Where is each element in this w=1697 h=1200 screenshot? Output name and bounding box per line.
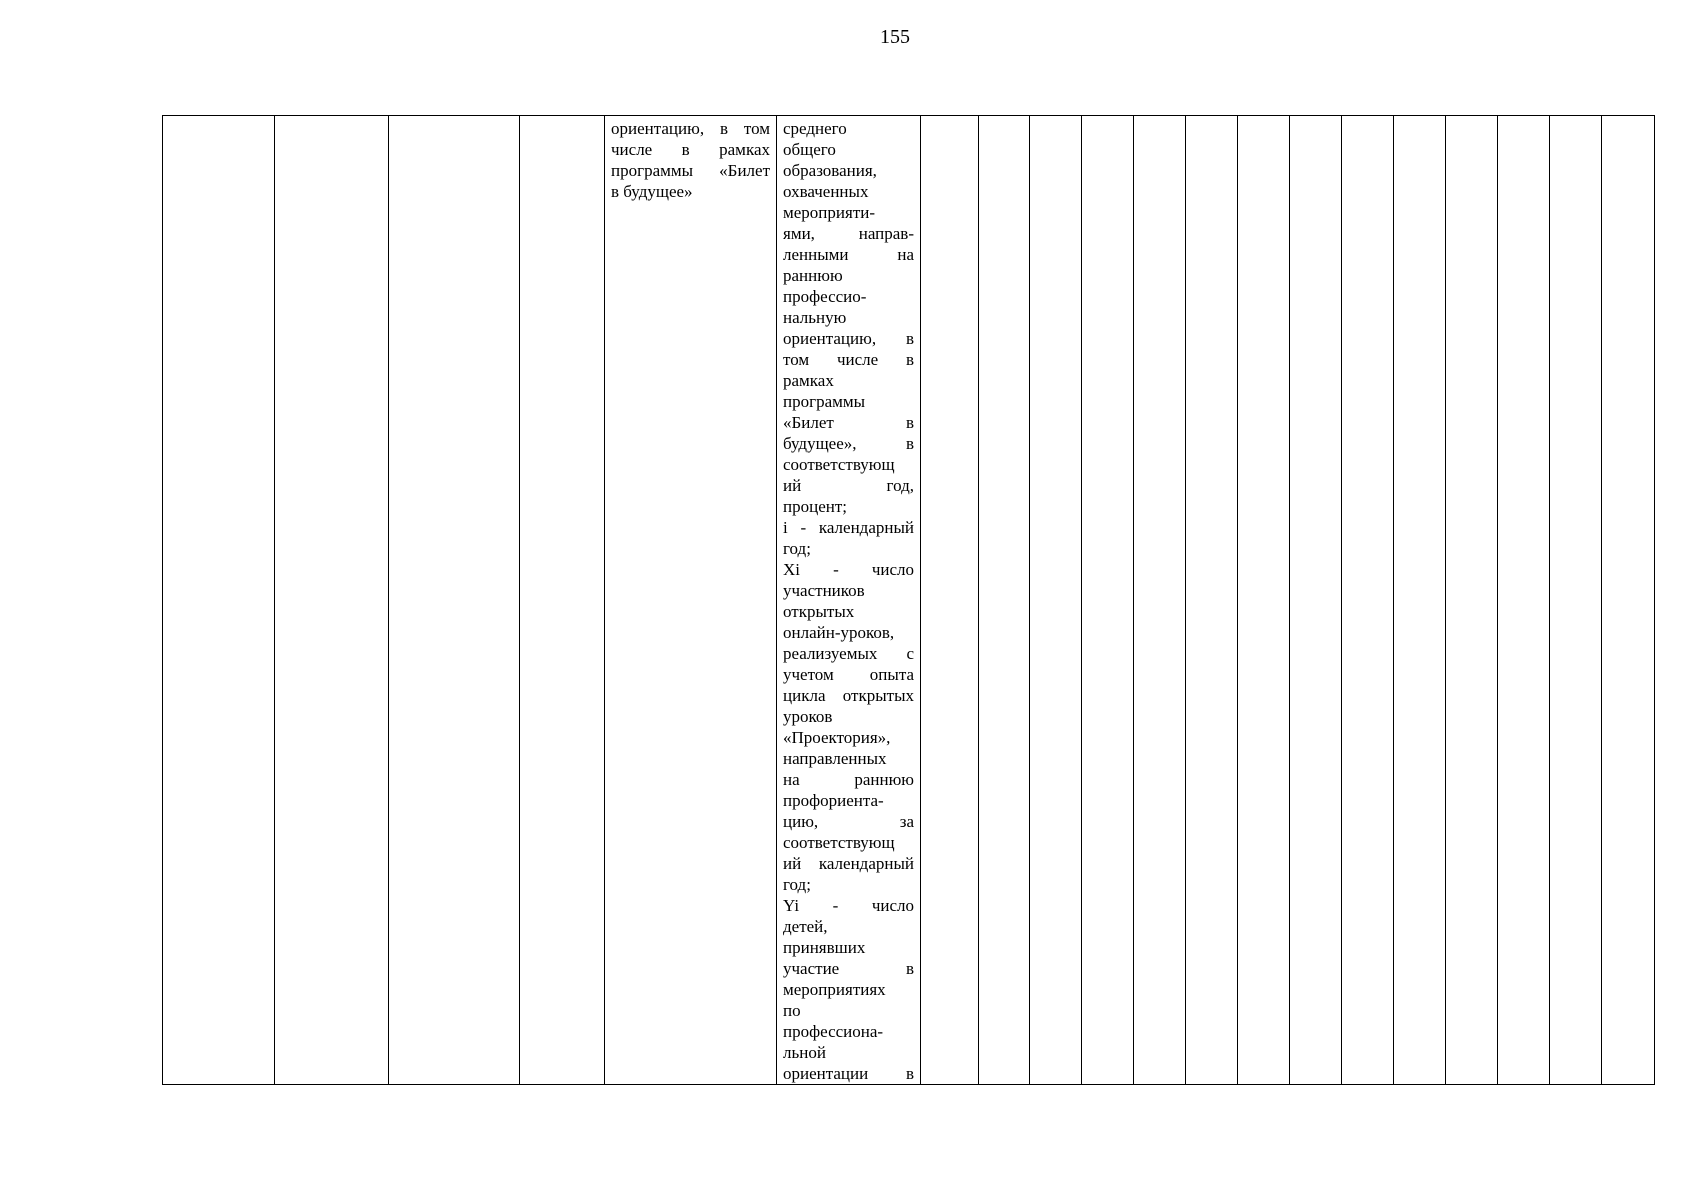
cell-text-line: среднего bbox=[783, 119, 847, 138]
cell-text-line: процент; bbox=[783, 497, 847, 516]
cell-text-line: цикла открытых bbox=[783, 686, 914, 705]
table-cell-15 bbox=[1342, 116, 1394, 1085]
cell-text-line: открытых bbox=[783, 602, 855, 621]
table-cell-19 bbox=[1550, 116, 1602, 1085]
cell-text-line: «Билет в bbox=[783, 413, 914, 432]
table-cell-10 bbox=[1082, 116, 1134, 1085]
cell-text-line: общего bbox=[783, 140, 836, 159]
table-cell-13 bbox=[1238, 116, 1290, 1085]
cell-text-line: Yi - число bbox=[783, 896, 914, 915]
cell-text-line: онлайн-уроков, bbox=[783, 623, 895, 642]
cell-text-line: профориента- bbox=[783, 791, 884, 810]
cell-text-line: ями, направ- bbox=[783, 224, 914, 243]
cell-text-line: числе в рамках bbox=[611, 140, 770, 159]
cell-text-line: в будущее» bbox=[611, 182, 693, 201]
data-table bbox=[162, 115, 1655, 1085]
cell-text-line: том числе в bbox=[783, 350, 914, 369]
cell-text-line: ориентацию, в том bbox=[611, 119, 770, 138]
cell-text-line: профессио- bbox=[783, 287, 867, 306]
cell-text-line: соответствующ bbox=[783, 455, 895, 474]
table-cell-4 bbox=[520, 116, 605, 1085]
cell-text-line: льной bbox=[783, 1043, 826, 1062]
table-cell-7 bbox=[921, 116, 979, 1085]
cell-text-line: год; bbox=[783, 875, 811, 894]
cell-text-line: участие в bbox=[783, 959, 914, 978]
cell-text-line: программы «Билет bbox=[611, 161, 770, 180]
table-cell-14 bbox=[1290, 116, 1342, 1085]
cell-text-line: образования, bbox=[783, 161, 877, 180]
cell-text-line: реализуемых с bbox=[783, 644, 914, 663]
cell-text-line: мероприятиях bbox=[783, 980, 886, 999]
cell-text-line: по bbox=[783, 1001, 801, 1020]
cell-text-line: ориентации в bbox=[783, 1064, 914, 1083]
table-cell-12 bbox=[1186, 116, 1238, 1085]
table-cell-6 bbox=[777, 116, 921, 1085]
cell-text-line: уроков bbox=[783, 707, 833, 726]
cell-text-line: год; bbox=[783, 539, 811, 558]
cell-text-line: i - календарный bbox=[783, 518, 914, 537]
cell-text-line: детей, bbox=[783, 917, 828, 936]
cell-text-line: нальную bbox=[783, 308, 847, 327]
table-cell-11 bbox=[1134, 116, 1186, 1085]
cell-text-line: соответствующ bbox=[783, 833, 895, 852]
cell-text-line: раннюю bbox=[783, 266, 843, 285]
cell-text-line: учетом опыта bbox=[783, 665, 914, 684]
table-cell-20 bbox=[1602, 116, 1655, 1085]
cell-text-line: рамках bbox=[783, 371, 834, 390]
cell-text-line: программы bbox=[783, 392, 866, 411]
table-cell-18 bbox=[1498, 116, 1550, 1085]
cell-text-line: мероприяти- bbox=[783, 203, 876, 222]
cell-6-text bbox=[783, 118, 914, 1084]
cell-text-line: ий год, bbox=[783, 476, 914, 495]
cell-text-line: направленных bbox=[783, 749, 887, 768]
cell-text-line: на раннюю bbox=[783, 770, 914, 789]
table-cell-8 bbox=[979, 116, 1030, 1085]
table-cell-3 bbox=[389, 116, 520, 1085]
cell-text-line: ий календарный bbox=[783, 854, 914, 873]
cell-text-line: «Проектория», bbox=[783, 728, 891, 747]
cell-text-line: охваченных bbox=[783, 182, 869, 201]
cell-text-line: ориентацию, в bbox=[783, 329, 914, 348]
cell-text-line: профессиона- bbox=[783, 1022, 884, 1041]
table-cell-17 bbox=[1446, 116, 1498, 1085]
table-cell-2 bbox=[275, 116, 389, 1085]
table-row bbox=[163, 116, 1655, 1085]
cell-5-text bbox=[611, 118, 770, 202]
page-number: 155 bbox=[880, 26, 910, 48]
cell-text-line: Xi - число bbox=[783, 560, 914, 579]
cell-text-line: ленными на bbox=[783, 245, 914, 264]
cell-text-line: будущее», в bbox=[783, 434, 914, 453]
cell-text-line: принявших bbox=[783, 938, 866, 957]
table-cell-1 bbox=[163, 116, 275, 1085]
cell-text-line: цию, за bbox=[783, 812, 914, 831]
table-cell-9 bbox=[1030, 116, 1082, 1085]
table-cell-5 bbox=[605, 116, 777, 1085]
table-cell-16 bbox=[1394, 116, 1446, 1085]
cell-text-line: участников bbox=[783, 581, 865, 600]
